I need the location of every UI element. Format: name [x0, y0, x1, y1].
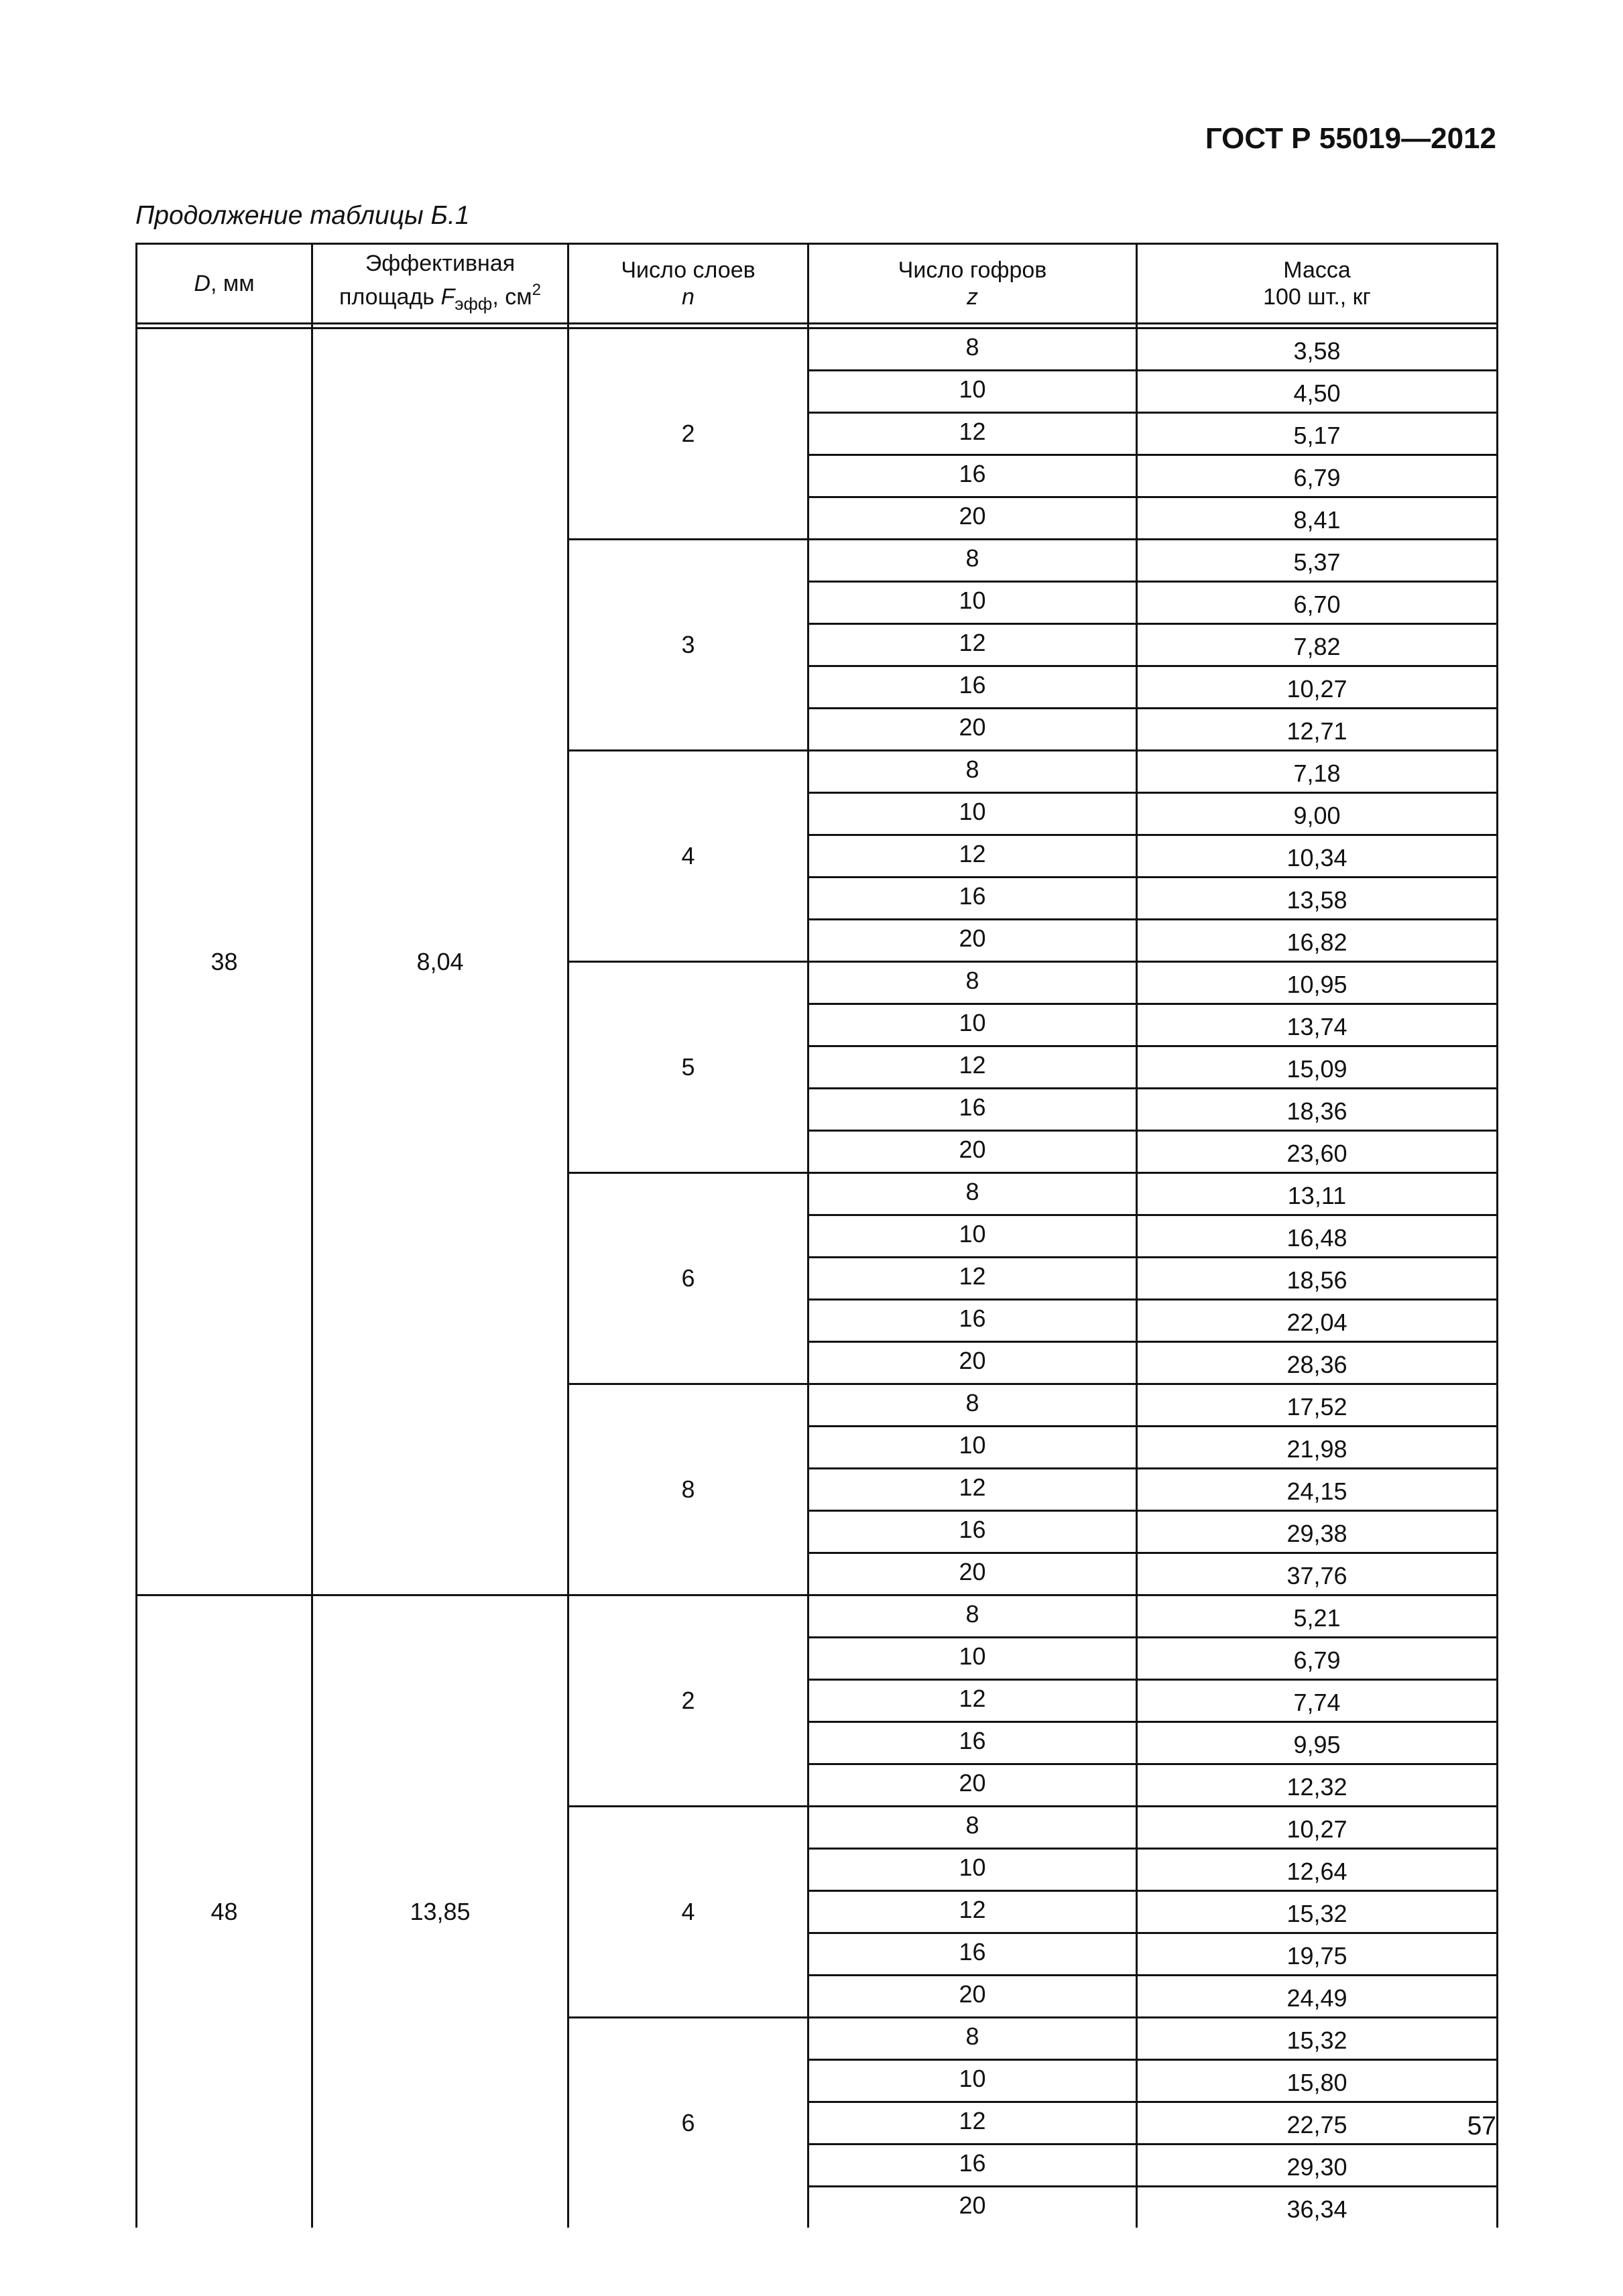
cell-mass: 37,76	[1137, 1553, 1498, 1595]
cell-corrugations: 20	[808, 920, 1137, 962]
cell-effective-area: 8,04	[312, 328, 568, 1595]
cell-mass: 5,37	[1137, 540, 1498, 582]
cell-corrugations: 12	[808, 1046, 1137, 1089]
cell-mass: 7,82	[1137, 624, 1498, 666]
cell-mass: 3,58	[1137, 328, 1498, 371]
header-layers-line1: Число слоев	[621, 257, 756, 283]
cell-mass: 6,70	[1137, 582, 1498, 624]
cell-mass: 10,27	[1137, 1807, 1498, 1849]
header-corrugations-line1: Число гофров	[898, 257, 1047, 283]
cell-mass: 24,49	[1137, 1976, 1498, 2018]
table-body	[137, 328, 1498, 2228]
table-row	[137, 328, 1498, 371]
header-corrugations	[808, 244, 1137, 324]
cell-layers: 8	[568, 1384, 808, 1595]
cell-mass: 10,95	[1137, 962, 1498, 1004]
cell-corrugations: 12	[808, 2102, 1137, 2144]
table-header-row	[137, 244, 1498, 324]
cell-corrugations: 10	[808, 582, 1137, 624]
header-diameter-unit: , мм	[210, 271, 255, 296]
cell-mass: 28,36	[1137, 1342, 1498, 1384]
header-area-unit: , см	[492, 284, 532, 310]
cell-corrugations: 8	[808, 328, 1137, 371]
header-area-prefix: площадь	[339, 284, 441, 310]
cell-mass: 7,18	[1137, 751, 1498, 793]
header-area-symbol: F	[440, 284, 455, 310]
header-diameter-symbol: D	[194, 271, 211, 296]
cell-mass: 15,80	[1137, 2060, 1498, 2102]
cell-corrugations: 12	[808, 1258, 1137, 1300]
header-area-line1: Эффективная	[365, 251, 516, 276]
cell-corrugations: 12	[808, 1469, 1137, 1511]
cell-corrugations: 10	[808, 1849, 1137, 1891]
cell-corrugations: 8	[808, 540, 1137, 582]
mass-table	[135, 243, 1496, 2228]
cell-corrugations: 20	[808, 1342, 1137, 1384]
cell-layers: 4	[568, 751, 808, 962]
cell-corrugations: 20	[808, 1131, 1137, 1173]
cell-corrugations: 20	[808, 1764, 1137, 1807]
cell-corrugations: 16	[808, 1511, 1137, 1553]
cell-mass: 10,27	[1137, 666, 1498, 709]
cell-corrugations: 8	[808, 1173, 1137, 1215]
cell-mass: 9,00	[1137, 793, 1498, 835]
cell-corrugations: 12	[808, 624, 1137, 666]
table-caption: Продолжение таблицы Б.1	[135, 201, 470, 230]
cell-mass: 10,34	[1137, 835, 1498, 878]
header-area-subscript: эфф	[455, 294, 493, 314]
cell-mass: 18,36	[1137, 1089, 1498, 1131]
cell-corrugations: 16	[808, 666, 1137, 709]
cell-corrugations: 12	[808, 1680, 1137, 1722]
cell-corrugations: 16	[808, 1933, 1137, 1976]
cell-mass: 13,11	[1137, 1173, 1498, 1215]
cell-corrugations: 10	[808, 2060, 1137, 2102]
cell-corrugations: 16	[808, 1722, 1137, 1764]
cell-corrugations: 20	[808, 1553, 1137, 1595]
cell-mass: 29,30	[1137, 2144, 1498, 2187]
cell-corrugations: 16	[808, 455, 1137, 497]
cell-mass: 17,52	[1137, 1384, 1498, 1427]
cell-mass: 12,32	[1137, 1764, 1498, 1807]
cell-diameter: 48	[137, 1595, 312, 2228]
cell-mass: 12,64	[1137, 1849, 1498, 1891]
cell-corrugations: 8	[808, 1595, 1137, 1638]
cell-mass: 5,17	[1137, 413, 1498, 455]
header-mass-line2: 100 шт., кг	[1263, 284, 1371, 310]
cell-corrugations: 20	[808, 709, 1137, 751]
cell-corrugations: 10	[808, 1638, 1137, 1680]
header-corrugations-symbol: z	[967, 284, 978, 310]
table-row	[137, 1595, 1498, 1638]
cell-corrugations: 10	[808, 371, 1137, 413]
cell-mass: 12,71	[1137, 709, 1498, 751]
cell-mass: 23,60	[1137, 1131, 1498, 1173]
cell-mass: 6,79	[1137, 455, 1498, 497]
header-layers	[568, 244, 808, 324]
header-area-superscript: 2	[532, 281, 541, 299]
cell-corrugations: 20	[808, 497, 1137, 540]
header-mass	[1137, 244, 1498, 324]
cell-layers: 6	[568, 2018, 808, 2228]
cell-mass: 4,50	[1137, 371, 1498, 413]
cell-mass: 21,98	[1137, 1427, 1498, 1469]
cell-corrugations: 10	[808, 1427, 1137, 1469]
cell-corrugations: 12	[808, 1891, 1137, 1933]
cell-mass: 15,09	[1137, 1046, 1498, 1089]
cell-effective-area: 13,85	[312, 1595, 568, 2228]
cell-mass: 16,48	[1137, 1215, 1498, 1258]
cell-mass: 9,95	[1137, 1722, 1498, 1764]
header-layers-symbol: n	[682, 284, 695, 310]
cell-mass: 13,74	[1137, 1004, 1498, 1046]
cell-mass: 36,34	[1137, 2187, 1498, 2228]
cell-mass: 24,15	[1137, 1469, 1498, 1511]
cell-mass: 6,79	[1137, 1638, 1498, 1680]
cell-mass: 18,56	[1137, 1258, 1498, 1300]
cell-corrugations: 8	[808, 2018, 1137, 2060]
header-mass-line1: Масса	[1283, 257, 1351, 283]
header-diameter	[137, 244, 312, 324]
cell-corrugations: 20	[808, 1976, 1137, 2018]
document-standard-header: ГОСТ Р 55019—2012	[1205, 122, 1496, 155]
cell-corrugations: 16	[808, 1300, 1137, 1342]
cell-layers: 4	[568, 1807, 808, 2018]
cell-corrugations: 10	[808, 1215, 1137, 1258]
header-area-line2	[313, 277, 567, 317]
cell-layers: 3	[568, 540, 808, 751]
cell-corrugations: 16	[808, 1089, 1137, 1131]
cell-corrugations: 20	[808, 2187, 1137, 2228]
cell-corrugations: 8	[808, 1807, 1137, 1849]
cell-corrugations: 8	[808, 751, 1137, 793]
cell-mass: 13,58	[1137, 878, 1498, 920]
cell-mass: 5,21	[1137, 1595, 1498, 1638]
cell-mass: 19,75	[1137, 1933, 1498, 1976]
cell-mass: 16,82	[1137, 920, 1498, 962]
header-separator	[137, 324, 1498, 328]
cell-mass: 8,41	[1137, 497, 1498, 540]
cell-corrugations: 10	[808, 793, 1137, 835]
cell-corrugations: 8	[808, 962, 1137, 1004]
cell-mass: 15,32	[1137, 1891, 1498, 1933]
cell-corrugations: 16	[808, 878, 1137, 920]
cell-diameter: 38	[137, 328, 312, 1595]
cell-mass: 15,32	[1137, 2018, 1498, 2060]
cell-corrugations: 12	[808, 835, 1137, 878]
page-number: 57	[1467, 2112, 1496, 2140]
cell-layers: 5	[568, 962, 808, 1173]
cell-corrugations: 8	[808, 1384, 1137, 1427]
cell-layers: 2	[568, 328, 808, 540]
cell-corrugations: 10	[808, 1004, 1137, 1046]
cell-corrugations: 16	[808, 2144, 1137, 2187]
cell-mass: 7,74	[1137, 1680, 1498, 1722]
cell-mass: 22,04	[1137, 1300, 1498, 1342]
cell-layers: 2	[568, 1595, 808, 1807]
cell-mass: 29,38	[1137, 1511, 1498, 1553]
header-effective-area	[312, 244, 568, 324]
cell-layers: 6	[568, 1173, 808, 1384]
cell-mass: 22,75	[1137, 2102, 1498, 2144]
cell-corrugations: 12	[808, 413, 1137, 455]
